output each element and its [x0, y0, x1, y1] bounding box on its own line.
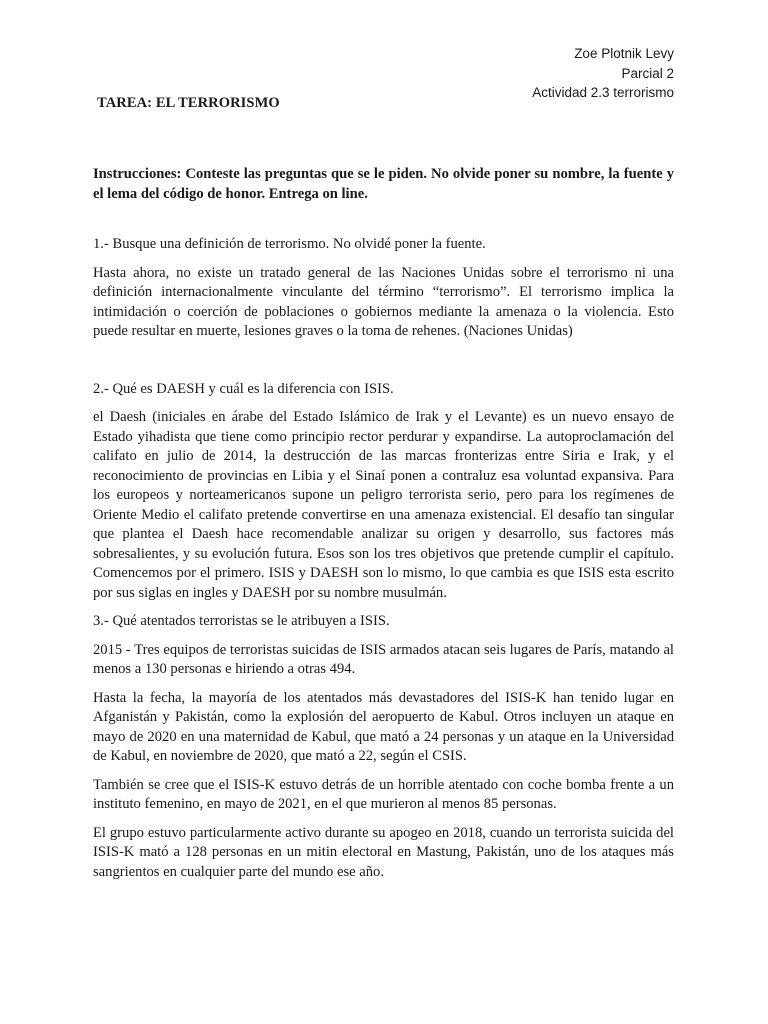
question-2: 2.- Qué es DAESH y cuál es la diferencia con ISIS.: [93, 380, 394, 397]
exam-label: Parcial 2: [621, 65, 674, 81]
instructions: Instrucciones: Conteste las preguntas que se le piden. No olvide poner su nombre, la fuente y el lema del código de honor. Entrega on line.: [93, 166, 674, 202]
activity-label: Actividad 2.3 terrorismo: [532, 85, 674, 100]
answer-3-mastung: El grupo estuvo particularmente activo durante su apogeo en 2018, cuando un terrorista suicida del ISIS-K mató a 128 personas en un mitin electoral en Mastung, Pakistán, uno de los ataques más sangrientos en cualquier parte del mundo ese año.: [93, 824, 674, 880]
document-header: [532, 44, 674, 103]
answer-1: Hasta ahora, no existe un tratado general de las Naciones Unidas sobre el terrorismo ni una definición internacionalmente vinculante del término “terrorismo”. El terrorismo implica la intimidación o coerción de poblaciones o gobiernos mediante la amenaza o la violencia. Esto puede resultar en muerte, lesiones graves o la toma de rehenes. (Naciones Unidas): [93, 264, 674, 339]
document-title: TAREA: EL TERRORISMO: [97, 95, 280, 111]
answer-3-paris: 2015 - Tres equipos de terroristas suicidas de ISIS armados atacan seis lugares de París, matando al menos a 130 personas e hiriendo a otras 494.: [93, 641, 674, 677]
answer-3-kabul: Hasta la fecha, la mayoría de los atentados más devastadores del ISIS-K han tenido lugar en Afganistán y Pakistán, como la explosión del aeropuerto de Kabul. Otros incluyen un ataque en mayo de 2020 en una maternidad de Kabul, que mató a 24 personas y un ataque en la Universidad de Kabul, en noviembre de 2020, que mató a 22, según el CSIS.: [93, 689, 674, 764]
document-body: [93, 165, 674, 882]
answer-3-school: También se cree que el ISIS-K estuvo detrás de un horrible atentado con coche bomba frente a un instituto femenino, en mayo de 2021, en el que murieron al menos 85 personas.: [93, 776, 674, 812]
author-name: Zoe Plotnik Levy: [574, 46, 674, 61]
question-3: 3.- Qué atentados terroristas se le atribuyen a ISIS.: [93, 613, 390, 629]
answer-2: el Daesh (iniciales en árabe del Estado Islámico de Irak y el Levante) es un nuevo ensayo de Estado yihadista que tiene como principio rector perdurar y expandirse. La autoproclamación del califato en julio de 2014, la destrucción de las marcas fronterizas entre Siria e Irak, y el reconocimiento de provincias en Libia y el Sinaí ponen a contraluz esa voluntad expansiva. Para los europeos y norteamericanos supone un peligro terrorista serio, pero para los regímenes de Oriente Medio el califato pretende convertirse en una amenaza existencial. El desafío tan singular que plantea el Daesh hace recomendable analizar su origen y desarrollo, sus factores más sobresalientes, y su evolución futura. Esos son los tres objetivos que pretende cumplir el capítulo. Comencemos por el primero. ISIS y DAESH son lo mismo, lo que cambia es que ISIS esta escrito por sus siglas en ingles y DAESH por su nombre musulmán.: [93, 409, 674, 601]
question-1: 1.- Busque una definición de terrorismo. No olvidé poner la fuente.: [93, 236, 486, 252]
